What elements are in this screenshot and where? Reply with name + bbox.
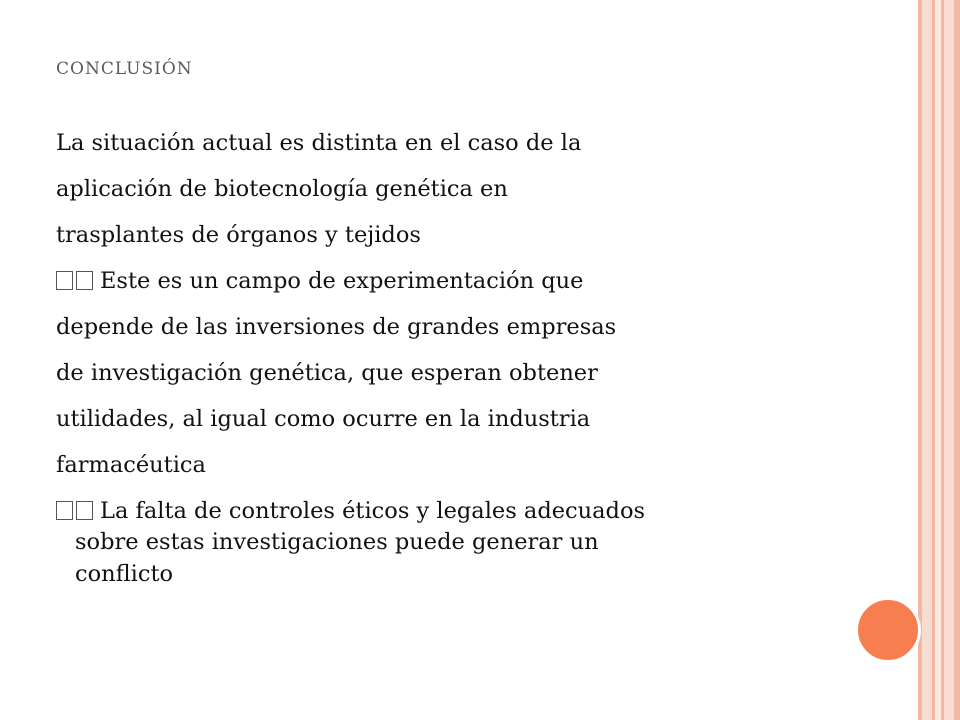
bullet-text: La falta de controles éticos y legales adecuados [100,498,646,524]
decorative-circle [855,597,921,663]
body-line: de investigación genética, que esperan obtener [56,360,598,386]
body-line: La situación actual es distinta en el caso de la [56,130,582,156]
slide-title: conclusión [56,52,193,80]
body-line: utilidades, al igual como ocurre en la industria [56,406,591,432]
body-line: aplicación de biotecnología genética en [56,176,508,202]
decorative-stripe [922,0,932,720]
body-line: trasplantes de órganos y tejidos [56,222,421,248]
body-line: depende de las inversiones de grandes empresas [56,314,617,340]
bullet-item [56,258,856,304]
body-line: conflicto [75,561,174,587]
bullet-text: Este es un campo de experimentación que [100,268,584,294]
missing-glyph-icon [76,271,93,290]
missing-glyph-icon [76,501,93,520]
decorative-stripe [944,0,954,720]
decorative-stripe [954,0,960,720]
slide-body [56,120,856,590]
bullet-continuation [56,526,856,590]
body-line: farmacéutica [56,452,206,478]
body-line: sobre estas investigaciones puede generar un [75,529,599,555]
missing-glyph-icon [56,271,73,290]
missing-glyph-icon [56,501,73,520]
